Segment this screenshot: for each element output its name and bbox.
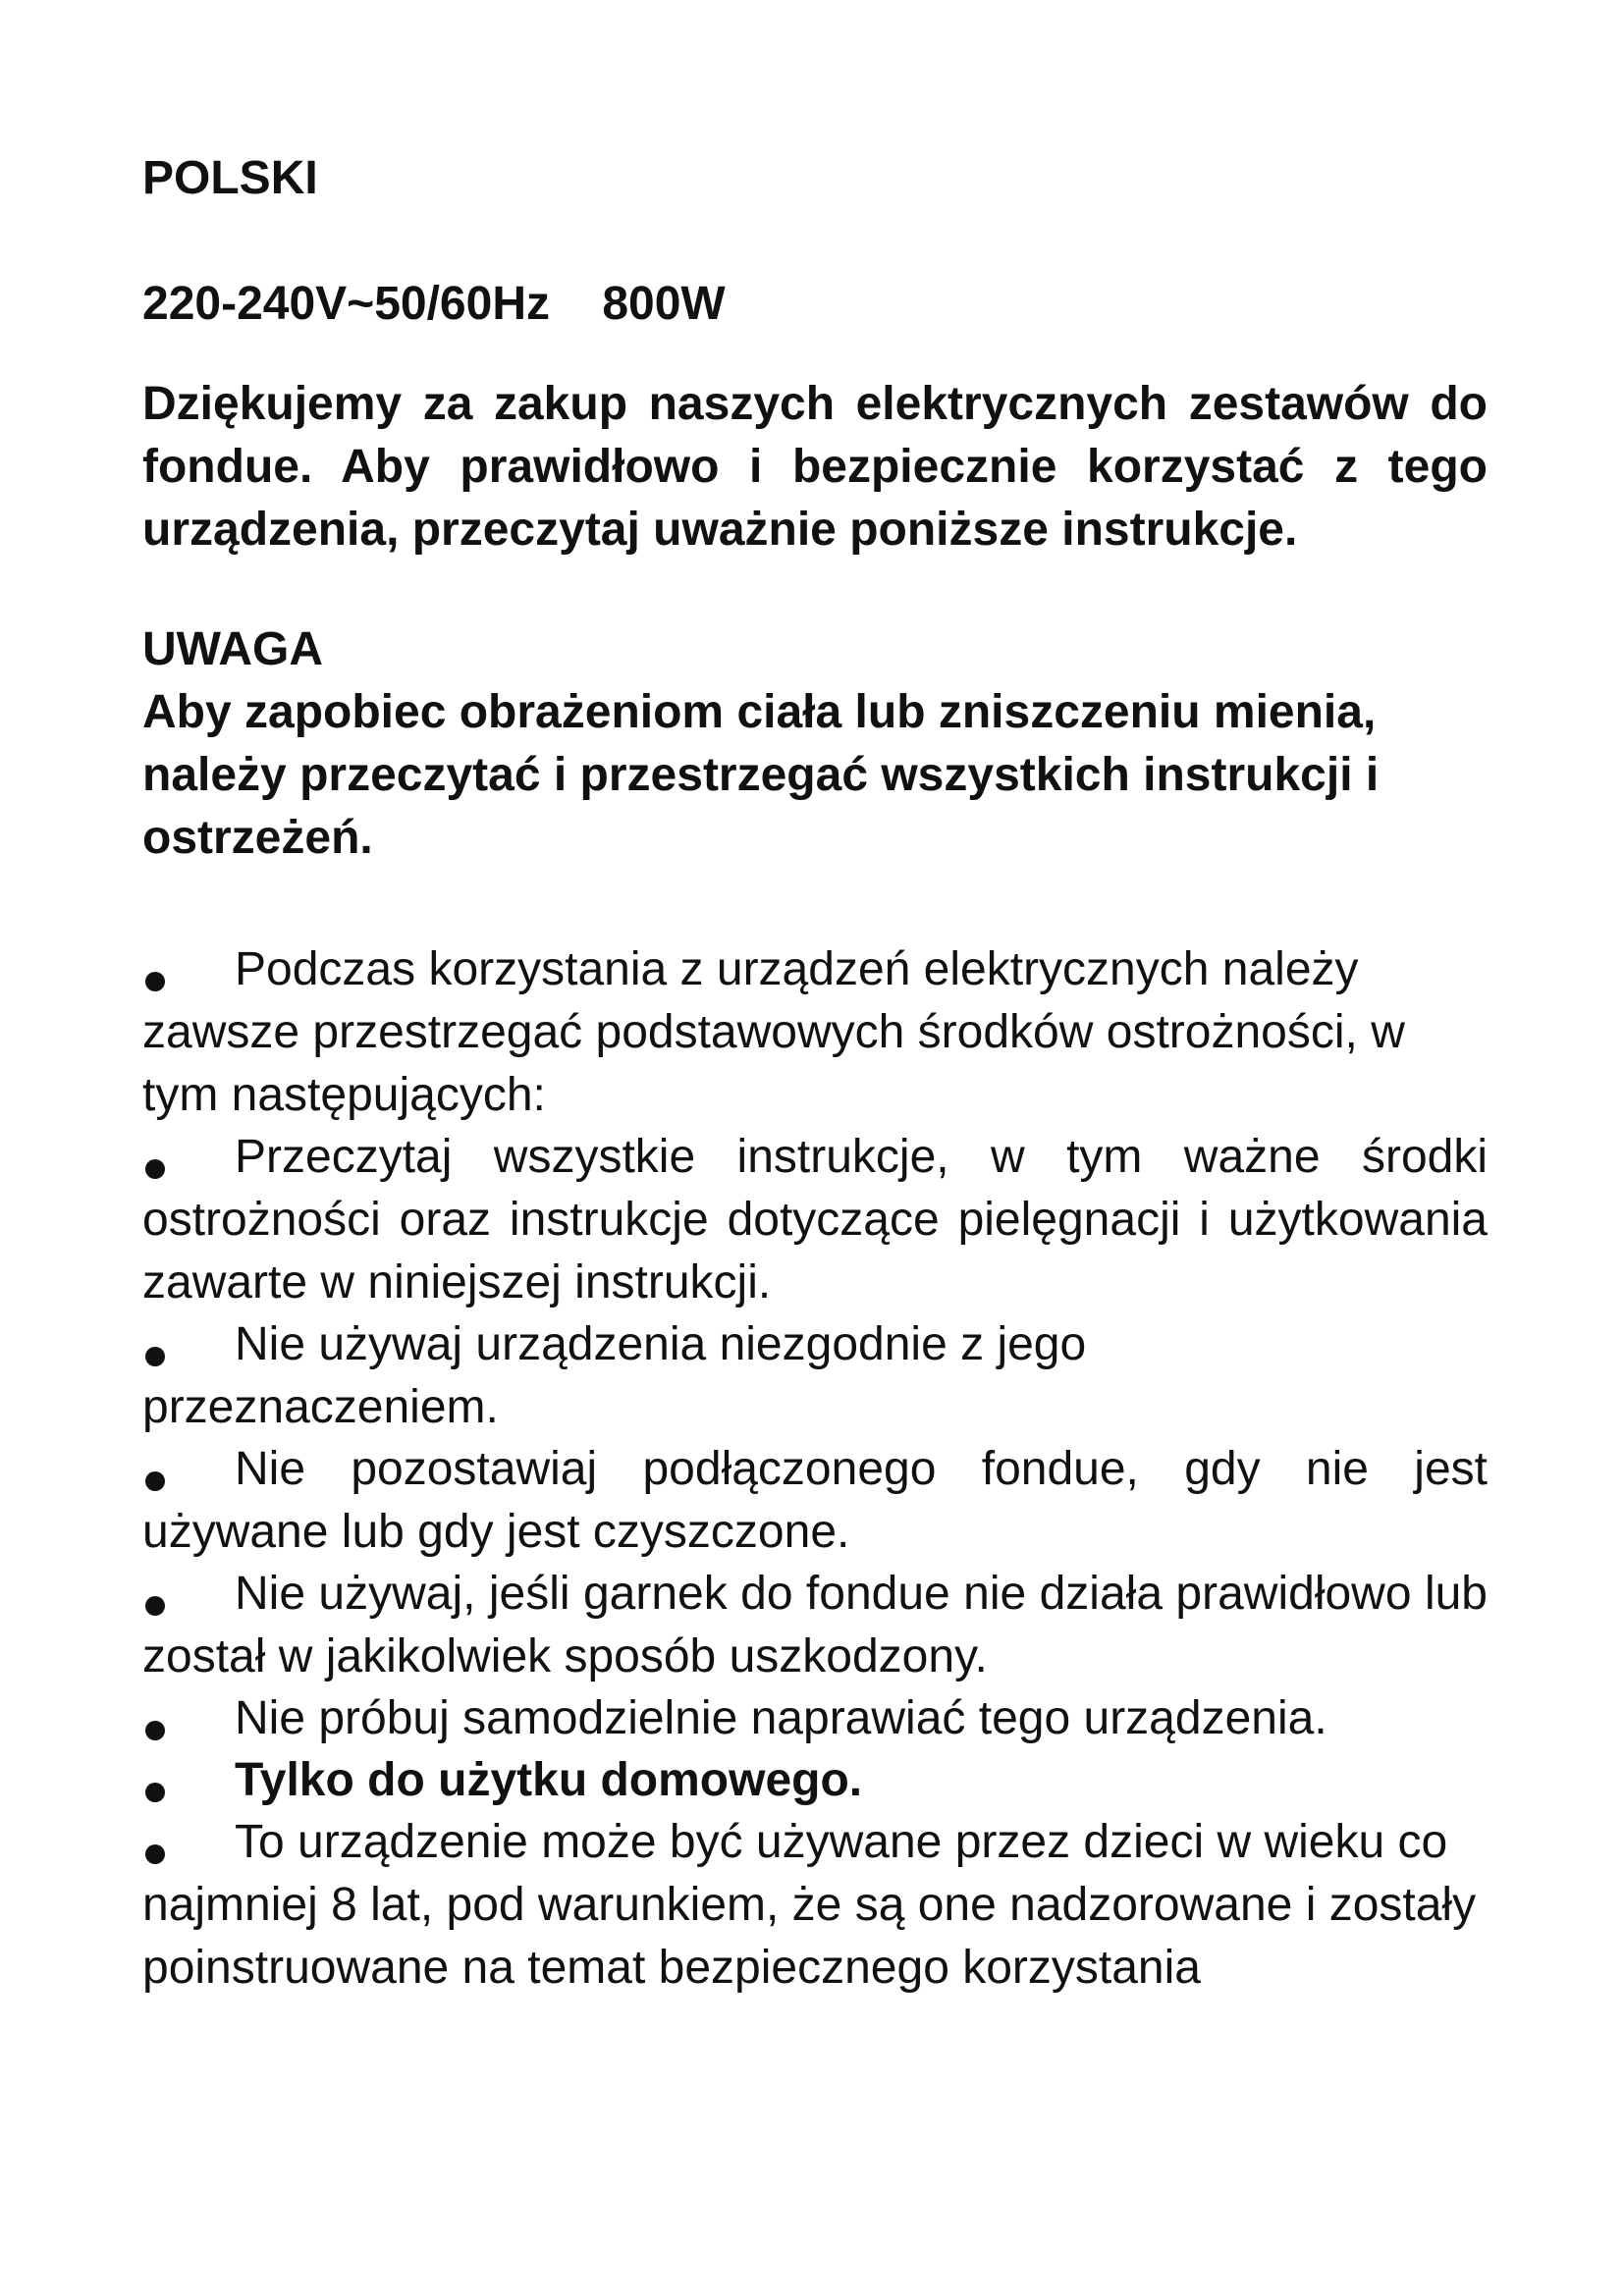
bullet-icon — [145, 1721, 165, 1740]
manual-page — [142, 147, 1488, 1999]
list-item: Przeczytaj wszystkie instrukcje, w tym ważne środki ostrożności oraz instrukcje dotyczące pielęgnacji i użytkowania zawarte w niniejszej instrukcji. — [142, 1131, 1488, 1308]
list-item: Tylko do użytku domowego. — [142, 1749, 1488, 1812]
safety-instructions-list — [142, 938, 1488, 2000]
list-item: Nie używaj urządzenia niezgodnie z jego przeznaczeniem. — [142, 1318, 1087, 1433]
bullet-icon — [145, 1347, 165, 1366]
bullet-icon — [145, 972, 165, 991]
bullet-icon — [145, 1783, 165, 1802]
intro-paragraph: Dziękujemy za zakup naszych elektrycznych zestawów do fondue. Aby prawidłowo i bezpiecznie korzystać z tego urządzenia, przeczytaj uważnie poniższe instrukcje. — [142, 378, 1488, 556]
bullet-icon — [145, 1159, 165, 1179]
bullet-icon — [145, 1844, 165, 1864]
power-specs: 220-240V~50/60Hz 800W — [142, 278, 726, 330]
list-item: Podczas korzystania z urządzeń elektrycznych należy zawsze przestrzegać podstawowych środków ostrożności, w tym następujących: — [142, 943, 1405, 1121]
bullet-icon — [145, 1596, 165, 1616]
list-item: Nie próbuj samodzielnie naprawiać tego urządzenia. — [142, 1687, 1488, 1750]
list-item: To urządzenie może być używane przez dzieci w wieku co najmniej 8 lat, pod warunkiem, że są one nadzorowane i zostały poinstruowane na temat bezpiecznego korzystania — [142, 1816, 1477, 1994]
language-heading: POLSKI — [142, 152, 318, 204]
warning-text: Aby zapobiec obrażeniom ciała lub zniszczeniu mienia, należy przeczytać i przestrzegać wszystkich instrukcji i ostrzeżeń. — [142, 686, 1380, 864]
warning-title: UWAGA — [142, 623, 323, 675]
list-item: Nie pozostawiaj podłączonego fondue, gdy nie jest używane lub gdy jest czyszczone. — [142, 1443, 1488, 1558]
bullet-icon — [145, 1471, 165, 1491]
list-item: Nie używaj, jeśli garnek do fondue nie działa prawidłowo lub został w jakikolwiek sposób uszkodzony. — [142, 1568, 1488, 1682]
